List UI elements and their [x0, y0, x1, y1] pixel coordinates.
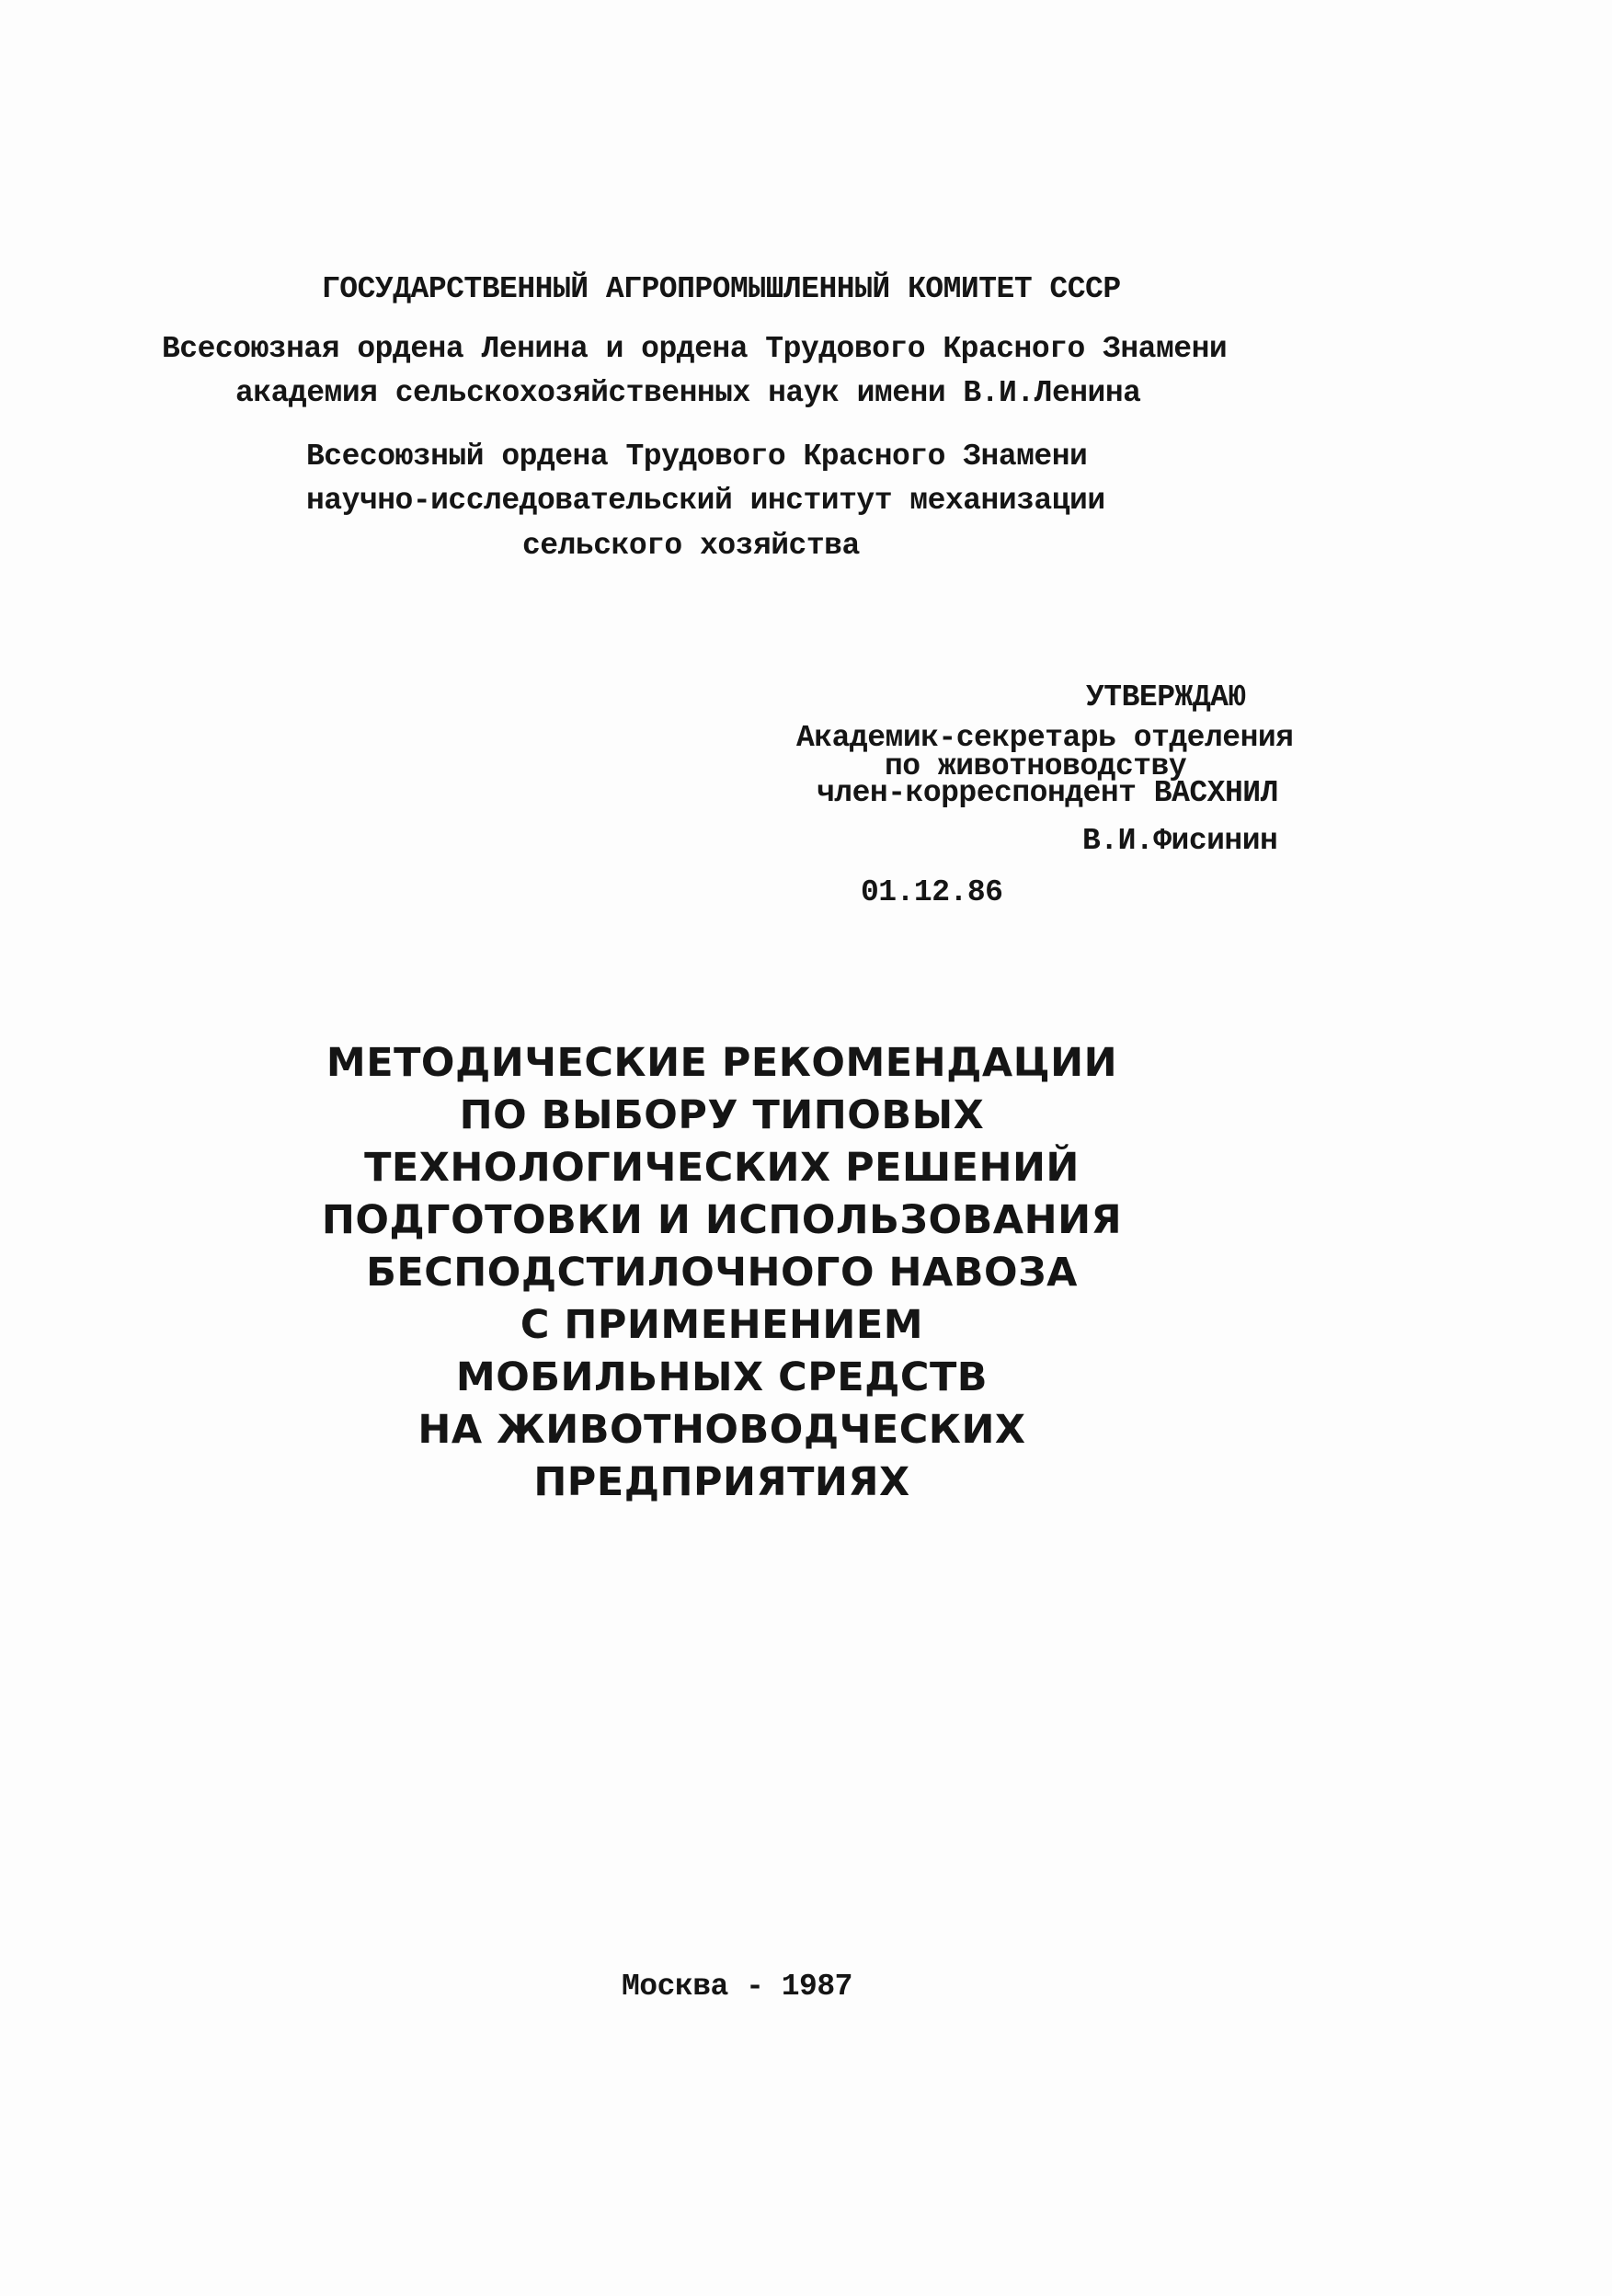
title-line: НА ЖИВОТНОВОДЧЕСКИХ [417, 1407, 1026, 1453]
title-line: ПОДГОТОВКИ И ИСПОЛЬЗОВАНИЯ [321, 1197, 1123, 1243]
title-line: С ПРИМЕНЕНИЕМ [520, 1302, 924, 1348]
academy-name-line-2: академия сельскохозяйственных наук имени В.И.Ленина [235, 376, 1141, 410]
approval-date: 01.12.86 [861, 875, 1003, 909]
approve-word: УТВЕРЖДАЮ [1086, 680, 1246, 714]
institute-name-line-2: научно-исследовательский институт механизации [306, 484, 1105, 518]
title-line: ПРЕДПРИЯТИЯХ [533, 1459, 910, 1505]
title-line: ТЕХНОЛОГИЧЕСКИХ РЕШЕНИЙ [364, 1145, 1080, 1191]
academy-name-line-1: Всесоюзная ордена Ленина и ордена Трудового Красного Знамени [162, 332, 1228, 366]
title-line: БЕСПОДСТИЛОЧНОГО НАВОЗА [366, 1250, 1078, 1296]
title-line: МОБИЛЬНЫХ СРЕДСТВ [455, 1354, 989, 1400]
institute-name-line-1: Всесоюзный ордена Трудового Красного Знамени [306, 440, 1088, 474]
institute-name-line-3: сельского хозяйства [522, 529, 860, 563]
document-title [230, 1037, 1214, 1509]
approver-name: В.И.Фисинин [1082, 824, 1278, 858]
approver-position-line-3: член-корреспондент ВАСХНИЛ [817, 776, 1278, 810]
place-and-year: Москва - 1987 [622, 1970, 852, 2004]
title-line: МЕТОДИЧЕСКИЕ РЕКОМЕНДАЦИИ [326, 1040, 1118, 1086]
approver-position-line-1: Академик-секретарь отделения [796, 721, 1294, 755]
committee-name: ГОСУДАРСТВЕННЫЙ АГРОПРОМЫШЛЕННЫЙ КОМИТЕТ СССР [322, 272, 1121, 306]
title-line: ПО ВЫБОРУ ТИПОВЫХ [459, 1092, 985, 1138]
approver-position-line-2: по животноводству [885, 749, 1187, 783]
